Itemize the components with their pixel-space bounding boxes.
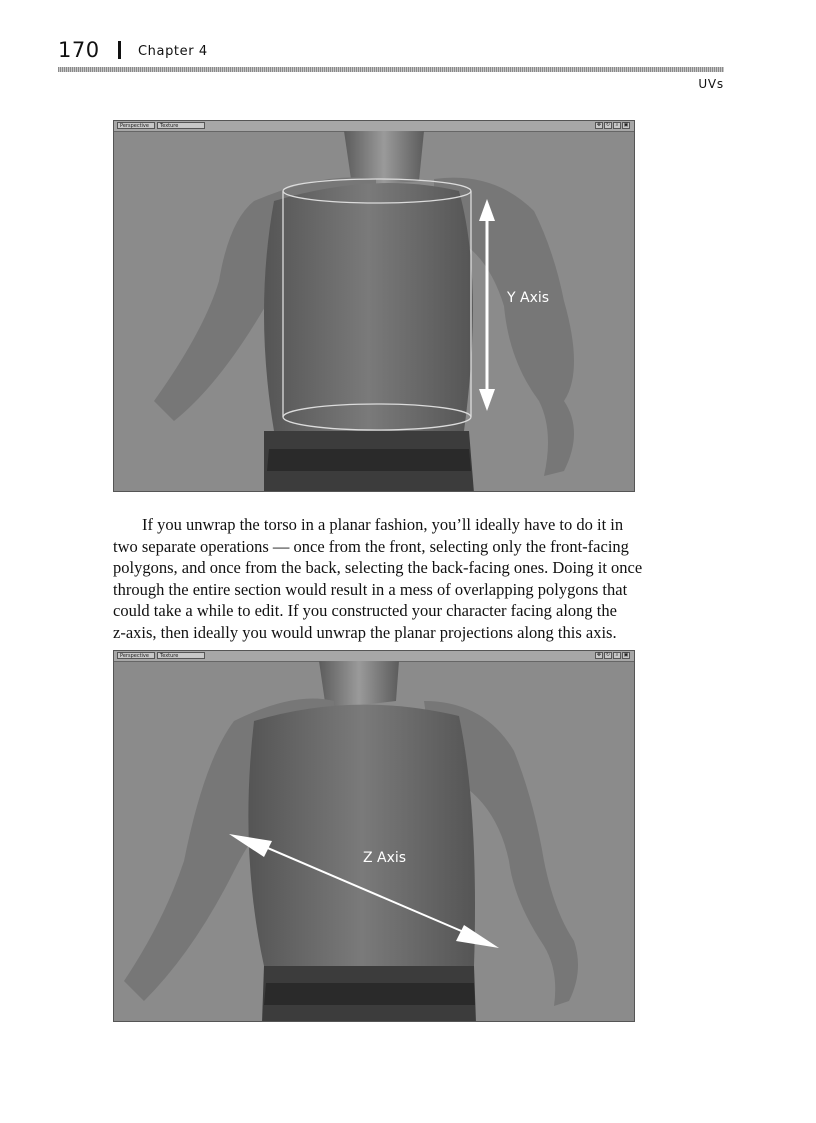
figure-z-axis — [113, 650, 635, 1022]
header-rule — [58, 67, 724, 72]
chapter-title: Chapter 4 — [138, 44, 208, 59]
rotate-icon: ↻ — [605, 652, 611, 658]
running-header — [58, 38, 724, 98]
render-mode-dropdown: Texture — [157, 652, 205, 659]
y-axis-arrow-head-down — [479, 389, 495, 411]
section-title: UVs — [698, 77, 724, 91]
shirt-shape — [264, 183, 473, 431]
move-icon: ✥ — [596, 652, 602, 658]
paragraph-line: could take a while to edit. If you constructed your character facing along the — [113, 601, 617, 620]
maximize-icon: ▣ — [623, 652, 629, 658]
zoom-icon: ⌕ — [613, 122, 621, 129]
rotate-icon: ↻ — [605, 122, 611, 128]
view-dropdown: Perspective — [117, 122, 155, 129]
paragraph-line: z-axis, then ideally you would unwrap the planar projections along this axis. — [113, 622, 617, 642]
view-dropdown: Perspective — [117, 652, 155, 659]
shirt-shape — [248, 705, 475, 966]
render-mode-dropdown: Texture — [157, 122, 205, 129]
paragraph-line: two separate operations — once from the front, selecting only the front-facing — [113, 536, 629, 556]
paragraph-line: If you unwrap the torso in a planar fashion, you’ll ideally have to do it in — [142, 515, 624, 534]
belt-shape — [267, 449, 471, 471]
zoom-icon: ⌕ — [613, 652, 621, 659]
move-icon: ✥ — [596, 122, 602, 128]
torso-render — [114, 131, 635, 492]
paragraph-line: through the entire section would result in a mess of overlapping polygons that — [113, 579, 628, 599]
header-separator — [118, 41, 121, 59]
torso-render — [114, 661, 635, 1022]
page-number: 170 — [58, 38, 100, 62]
maximize-icon: ▣ — [623, 122, 629, 128]
y-axis-label: Y Axis — [507, 290, 550, 306]
belt-shape — [264, 983, 475, 1005]
figure-y-axis — [113, 120, 635, 492]
body-paragraph — [113, 514, 723, 643]
paragraph-line: polygons, and once from the back, selecting the back-facing ones. Doing it once — [113, 558, 643, 577]
z-axis-label: Z Axis — [363, 850, 407, 866]
